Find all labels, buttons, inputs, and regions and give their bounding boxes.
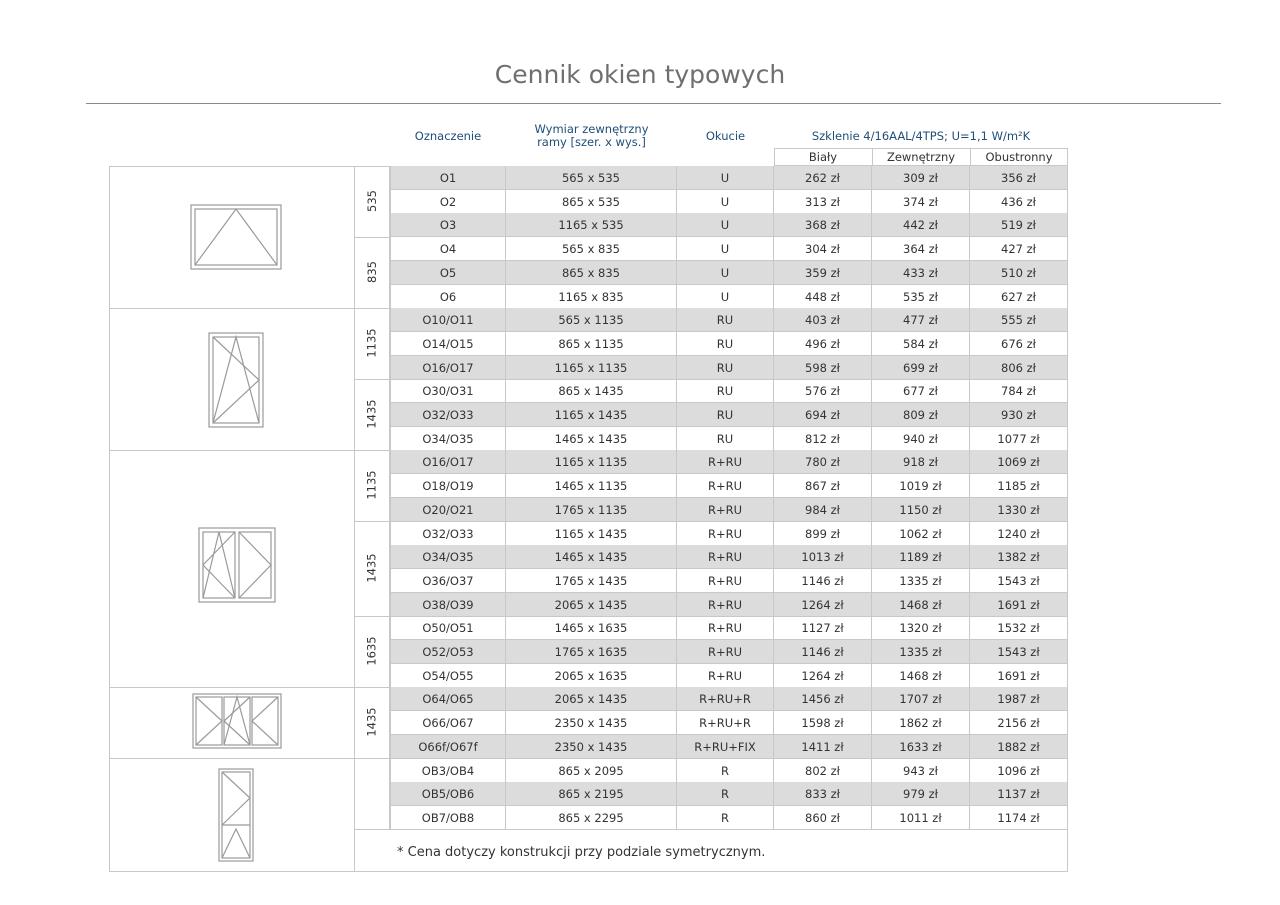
cell-oznaczenie: O30/O31 [390, 379, 506, 403]
cell-cena-obustronny: 1543 zł [970, 640, 1068, 664]
cell-cena-bialy: 899 zł [774, 522, 872, 546]
cell-cena-obustronny: 1691 zł [970, 664, 1068, 688]
cell-okucie: U [677, 261, 774, 285]
cell-oznaczenie: O1 [390, 166, 506, 190]
cell-cena-bialy: 368 zł [774, 213, 872, 237]
cell-cena-bialy: 448 zł [774, 285, 872, 309]
cell-cena-obustronny: 1543 zł [970, 569, 1068, 593]
cell-wymiar: 1465 x 1435 [506, 427, 677, 451]
cell-cena-zewnetrzny: 918 zł [872, 450, 970, 474]
cell-wymiar: 1765 x 1135 [506, 498, 677, 522]
cell-okucie: R+RU [677, 664, 774, 688]
dim-label-1635: 1635 [365, 636, 379, 666]
cell-okucie: R [677, 759, 774, 783]
cell-cena-zewnetrzny: 477 zł [872, 308, 970, 332]
cell-cena-obustronny: 676 zł [970, 332, 1068, 356]
window-double-sash-icon [110, 451, 354, 687]
cell-cena-bialy: 867 zł [774, 474, 872, 498]
cell-cena-zewnetrzny: 442 zł [872, 213, 970, 237]
cell-okucie: R+RU [677, 640, 774, 664]
cell-cena-bialy: 313 zł [774, 190, 872, 214]
window-group-5 [109, 758, 355, 872]
cell-cena-obustronny: 1077 zł [970, 427, 1068, 451]
cell-okucie: R+RU [677, 522, 774, 546]
balcony-door-icon [110, 759, 354, 871]
cell-oznaczenie: O36/O37 [390, 569, 506, 593]
cell-wymiar: 1765 x 1635 [506, 640, 677, 664]
cell-oznaczenie: O16/O17 [390, 450, 506, 474]
cell-wymiar: 1165 x 1435 [506, 403, 677, 427]
window-tilt-icon [110, 167, 354, 308]
cell-wymiar: 2065 x 1435 [506, 593, 677, 617]
cell-cena-bialy: 1013 zł [774, 545, 872, 569]
dim-label-1135: 1135 [365, 328, 379, 358]
cell-wymiar: 1165 x 1435 [506, 522, 677, 546]
cell-cena-zewnetrzny: 1468 zł [872, 664, 970, 688]
cell-cena-obustronny: 555 zł [970, 308, 1068, 332]
cell-oznaczenie: O34/O35 [390, 545, 506, 569]
cell-oznaczenie: OB3/OB4 [390, 759, 506, 783]
cell-okucie: U [677, 166, 774, 190]
cell-oznaczenie: O20/O21 [390, 498, 506, 522]
cell-oznaczenie: O66f/O67f [390, 735, 506, 759]
dim-label-535: 535 [364, 190, 379, 212]
cell-cena-bialy: 496 zł [774, 332, 872, 356]
cell-okucie: R+RU+R [677, 711, 774, 735]
cell-cena-obustronny: 1382 zł [970, 545, 1068, 569]
cell-cena-zewnetrzny: 1320 zł [872, 616, 970, 640]
cell-cena-obustronny: 519 zł [970, 213, 1068, 237]
cell-cena-bialy: 262 zł [774, 166, 872, 190]
cell-wymiar: 2065 x 1635 [506, 664, 677, 688]
cell-cena-obustronny: 930 zł [970, 403, 1068, 427]
cell-cena-zewnetrzny: 1468 zł [872, 593, 970, 617]
cell-okucie: R [677, 782, 774, 806]
cell-cena-zewnetrzny: 940 zł [872, 427, 970, 451]
cell-oznaczenie: O14/O15 [390, 332, 506, 356]
cell-okucie: R+RU [677, 616, 774, 640]
cell-okucie: U [677, 190, 774, 214]
cell-okucie: R+RU [677, 498, 774, 522]
cell-oznaczenie: O6 [390, 285, 506, 309]
cell-wymiar: 865 x 2295 [506, 806, 677, 830]
window-group-2 [109, 308, 355, 451]
cell-wymiar: 865 x 1135 [506, 332, 677, 356]
dim-box-9 [354, 758, 390, 830]
cell-oznaczenie: OB7/OB8 [390, 806, 506, 830]
cell-wymiar: 565 x 535 [506, 166, 677, 190]
cell-okucie: R+RU [677, 474, 774, 498]
cell-cena-obustronny: 436 zł [970, 190, 1068, 214]
cell-cena-zewnetrzny: 979 zł [872, 782, 970, 806]
cell-wymiar: 1465 x 1435 [506, 545, 677, 569]
cell-cena-bialy: 694 zł [774, 403, 872, 427]
cell-cena-zewnetrzny: 309 zł [872, 166, 970, 190]
cell-wymiar: 1765 x 1435 [506, 569, 677, 593]
cell-okucie: RU [677, 427, 774, 451]
window-group-1 [109, 166, 355, 309]
cell-cena-bialy: 984 zł [774, 498, 872, 522]
cell-okucie: RU [677, 379, 774, 403]
cell-okucie: RU [677, 308, 774, 332]
cell-cena-obustronny: 427 zł [970, 237, 1068, 261]
cell-wymiar: 1165 x 535 [506, 213, 677, 237]
cell-cena-bialy: 598 zł [774, 356, 872, 380]
cell-okucie: RU [677, 403, 774, 427]
cell-cena-bialy: 1598 zł [774, 711, 872, 735]
header-wymiar-line1: Wymiar zewnętrzny [534, 122, 649, 136]
dim-label-1435-b: 1435 [365, 553, 379, 583]
cell-wymiar: 865 x 2095 [506, 759, 677, 783]
cell-wymiar: 865 x 535 [506, 190, 677, 214]
cell-cena-bialy: 304 zł [774, 237, 872, 261]
cell-cena-zewnetrzny: 809 zł [872, 403, 970, 427]
cell-wymiar: 1165 x 1135 [506, 450, 677, 474]
cell-oznaczenie: O5 [390, 261, 506, 285]
cell-wymiar: 865 x 1435 [506, 379, 677, 403]
cell-cena-zewnetrzny: 364 zł [872, 237, 970, 261]
window-group-3 [109, 450, 355, 688]
cell-cena-bialy: 1146 zł [774, 640, 872, 664]
cell-cena-obustronny: 1532 zł [970, 616, 1068, 640]
cell-cena-obustronny: 1137 zł [970, 782, 1068, 806]
cell-cena-bialy: 576 zł [774, 379, 872, 403]
cell-wymiar: 1165 x 835 [506, 285, 677, 309]
cell-cena-bialy: 359 zł [774, 261, 872, 285]
cell-cena-zewnetrzny: 1335 zł [872, 569, 970, 593]
header-wymiar-line2: ramy [szer. x wys.] [537, 135, 646, 149]
cell-cena-zewnetrzny: 1862 zł [872, 711, 970, 735]
cell-oznaczenie: O32/O33 [390, 403, 506, 427]
cell-cena-obustronny: 627 zł [970, 285, 1068, 309]
cell-cena-zewnetrzny: 433 zł [872, 261, 970, 285]
cell-cena-zewnetrzny: 1335 zł [872, 640, 970, 664]
cell-cena-bialy: 1264 zł [774, 593, 872, 617]
dim-label-835: 835 [364, 261, 379, 283]
cell-cena-zewnetrzny: 943 zł [872, 759, 970, 783]
subheader-obustronny: Obustronny [985, 150, 1053, 164]
cell-wymiar: 565 x 835 [506, 237, 677, 261]
cell-okucie: R+RU [677, 593, 774, 617]
title-divider [86, 103, 1221, 104]
cell-cena-obustronny: 510 zł [970, 261, 1068, 285]
cell-oznaczenie: O64/O65 [390, 687, 506, 711]
cell-cena-bialy: 403 zł [774, 308, 872, 332]
cell-okucie: U [677, 213, 774, 237]
cell-wymiar: 1465 x 1635 [506, 616, 677, 640]
cell-okucie: R+RU+R [677, 687, 774, 711]
dim-label-1435: 1435 [365, 399, 379, 429]
cell-cena-bialy: 802 zł [774, 759, 872, 783]
cell-cena-bialy: 860 zł [774, 806, 872, 830]
cell-cena-zewnetrzny: 1019 zł [872, 474, 970, 498]
cell-okucie: RU [677, 332, 774, 356]
cell-wymiar: 865 x 2195 [506, 782, 677, 806]
cell-oznaczenie: O66/O67 [390, 711, 506, 735]
cell-cena-zewnetrzny: 535 zł [872, 285, 970, 309]
cell-cena-bialy: 812 zł [774, 427, 872, 451]
cell-oznaczenie: OB5/OB6 [390, 782, 506, 806]
cell-cena-zewnetrzny: 1189 zł [872, 545, 970, 569]
cell-oznaczenie: O10/O11 [390, 308, 506, 332]
cell-oznaczenie: O18/O19 [390, 474, 506, 498]
cell-cena-obustronny: 1691 zł [970, 593, 1068, 617]
cell-oznaczenie: O34/O35 [390, 427, 506, 451]
footnote: * Cena dotyczy konstrukcji przy podziale symetrycznym. [397, 845, 766, 860]
dim-label-1135-b: 1135 [365, 470, 379, 500]
cell-wymiar: 1465 x 1135 [506, 474, 677, 498]
dim-label-1435-c: 1435 [365, 707, 379, 737]
cell-cena-obustronny: 1069 zł [970, 450, 1068, 474]
cell-cena-obustronny: 1330 zł [970, 498, 1068, 522]
cell-okucie: R+RU+FIX [677, 735, 774, 759]
cell-wymiar: 2350 x 1435 [506, 711, 677, 735]
cell-okucie: R+RU [677, 450, 774, 474]
cell-wymiar: 2350 x 1435 [506, 735, 677, 759]
subheader-zewnetrzny: Zewnętrzny [886, 150, 956, 164]
cell-oznaczenie: O50/O51 [390, 616, 506, 640]
cell-wymiar: 565 x 1135 [506, 308, 677, 332]
cell-wymiar: 865 x 835 [506, 261, 677, 285]
cell-cena-bialy: 1127 zł [774, 616, 872, 640]
cell-cena-obustronny: 356 zł [970, 166, 1068, 190]
cell-oznaczenie: O4 [390, 237, 506, 261]
cell-oznaczenie: O3 [390, 213, 506, 237]
cell-cena-obustronny: 1987 zł [970, 687, 1068, 711]
cell-cena-obustronny: 2156 zł [970, 711, 1068, 735]
cell-okucie: R+RU [677, 569, 774, 593]
cell-okucie: R+RU [677, 545, 774, 569]
cell-cena-bialy: 780 zł [774, 450, 872, 474]
cell-cena-zewnetrzny: 699 zł [872, 356, 970, 380]
cell-cena-obustronny: 784 zł [970, 379, 1068, 403]
cell-cena-obustronny: 1240 zł [970, 522, 1068, 546]
cell-wymiar: 2065 x 1435 [506, 687, 677, 711]
header-oznaczenie: Oznaczenie [414, 129, 482, 143]
cell-cena-zewnetrzny: 677 zł [872, 379, 970, 403]
cell-cena-zewnetrzny: 1633 zł [872, 735, 970, 759]
cell-okucie: U [677, 237, 774, 261]
cell-oznaczenie: O2 [390, 190, 506, 214]
cell-okucie: R [677, 806, 774, 830]
cell-cena-bialy: 1146 zł [774, 569, 872, 593]
window-group-4 [109, 687, 355, 759]
window-tilt-turn-icon [110, 309, 354, 450]
cell-cena-zewnetrzny: 1707 zł [872, 687, 970, 711]
subheader-bialy: Biały [808, 150, 838, 164]
cell-cena-obustronny: 1096 zł [970, 759, 1068, 783]
cell-oznaczenie: O16/O17 [390, 356, 506, 380]
cell-okucie: U [677, 285, 774, 309]
cell-cena-bialy: 1264 zł [774, 664, 872, 688]
cell-cena-bialy: 1456 zł [774, 687, 872, 711]
cell-cena-obustronny: 1174 zł [970, 806, 1068, 830]
cell-oznaczenie: O52/O53 [390, 640, 506, 664]
cell-cena-zewnetrzny: 1150 zł [872, 498, 970, 522]
cell-cena-bialy: 833 zł [774, 782, 872, 806]
cell-cena-zewnetrzny: 1062 zł [872, 522, 970, 546]
cell-cena-bialy: 1411 zł [774, 735, 872, 759]
cell-cena-obustronny: 806 zł [970, 356, 1068, 380]
cell-okucie: RU [677, 356, 774, 380]
cell-cena-zewnetrzny: 584 zł [872, 332, 970, 356]
cell-oznaczenie: O32/O33 [390, 522, 506, 546]
cell-wymiar: 1165 x 1135 [506, 356, 677, 380]
cell-cena-zewnetrzny: 1011 zł [872, 806, 970, 830]
header-szklenie: Szklenie 4/16AAL/4TPS; U=1,1 W/m²K [811, 129, 1031, 143]
header-okucie: Okucie [705, 129, 746, 143]
cell-cena-zewnetrzny: 374 zł [872, 190, 970, 214]
cell-oznaczenie: O54/O55 [390, 664, 506, 688]
page-title: Cennik okien typowych [494, 60, 786, 89]
header-wymiar [506, 123, 677, 149]
cell-cena-obustronny: 1185 zł [970, 474, 1068, 498]
cell-oznaczenie: O38/O39 [390, 593, 506, 617]
cell-cena-obustronny: 1882 zł [970, 735, 1068, 759]
window-triple-sash-icon [110, 688, 354, 758]
